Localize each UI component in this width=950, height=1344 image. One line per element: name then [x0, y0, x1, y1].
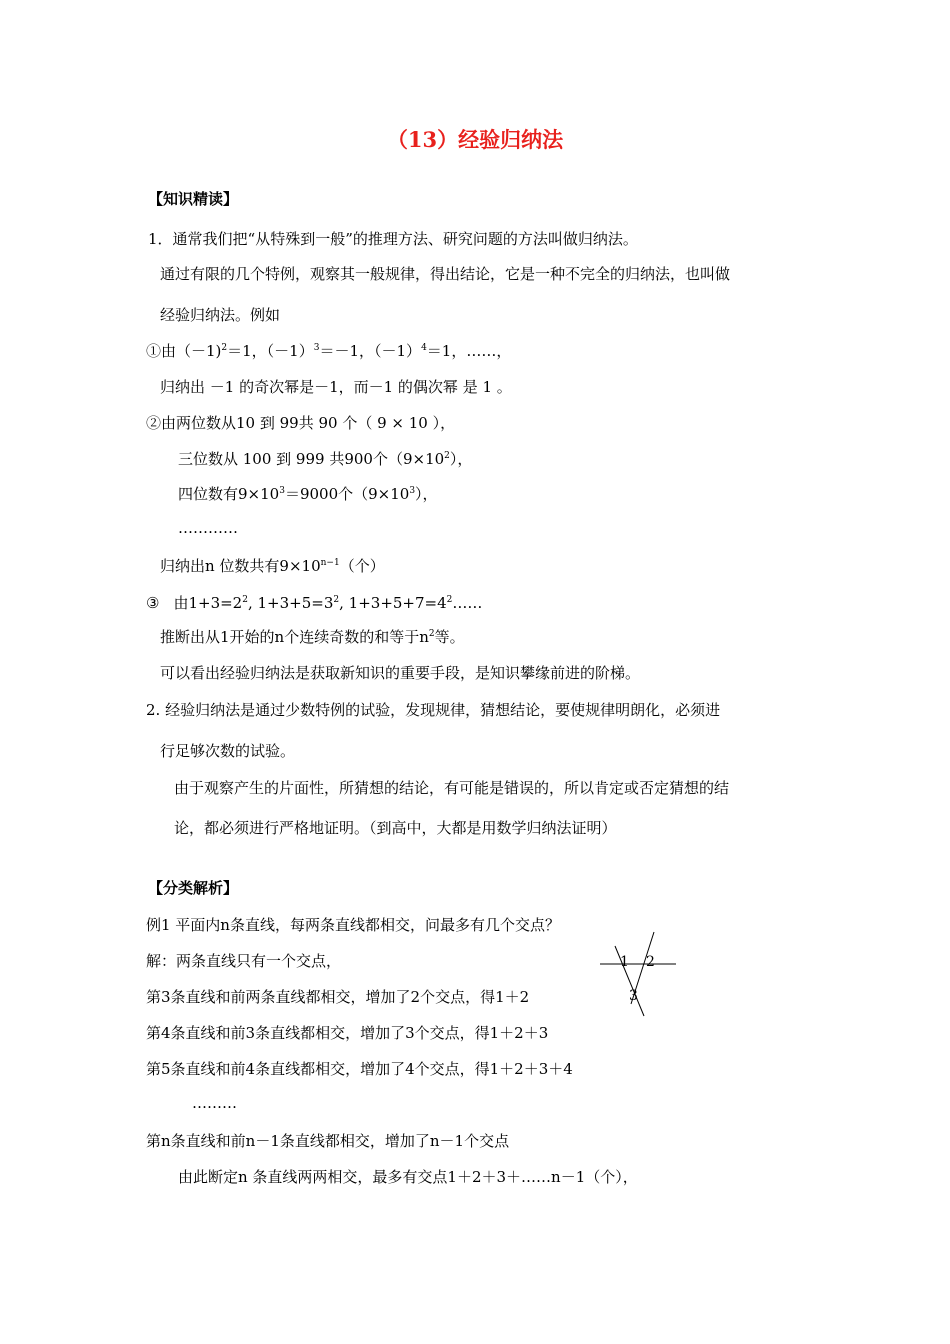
example-2-line-2: 三位数从 100 到 999 共900个$(9\times 10^2)$，	[178, 450, 473, 468]
paragraph-6-line-1: 由于观察产生的片面性，所猜想的结论，有可能是错误的，所以肯定或否定猜想的结	[174, 779, 730, 797]
solution-line-3: 第4条直线和前3条直线都相交，增加了3个交点，得1＋2＋3	[146, 1024, 549, 1042]
example-1-conclusion: 归纳出 －1 的奇次幂是－1，而－1 的偶次幂 是 1 。	[160, 378, 512, 396]
solution-dots: ………	[192, 1094, 237, 1112]
paragraph-5-line-1: 2. 经验归纳法是通过少数特例的试验，发现规律，猜想结论，要使规律明朗化，必须进	[146, 701, 721, 719]
section-header-analysis: 【分类解析】	[148, 879, 239, 897]
paragraph-6-line-2: 论，都必须进行严格地证明。（到高中，大都是用数学归纳法证明）	[174, 819, 617, 837]
example-2-conclusion: 归纳出n 位数共有$9\times 10^{n-1}$（个）	[160, 557, 385, 575]
paragraph-3: 经验归纳法。例如	[160, 306, 281, 324]
example-2-line-3: 四位数有$9\times 10^3=9000$个$(9\times 10^3)$，	[178, 485, 438, 503]
example-3-conclusion: 推断出从1开始的n个连续奇数的和等于$n^2$等。	[160, 628, 465, 646]
example-problem-1: 例1 平面内n条直线，每两条直线都相交，问最多有几个交点？	[146, 916, 560, 934]
solution-line-n: 第n条直线和前n－1条直线都相交，增加了n－1个交点	[146, 1132, 510, 1150]
figure-label-2: 2	[646, 954, 655, 970]
paragraph-4: 可以看出经验归纳法是获取新知识的重要手段，是知识攀缘前进的阶梯。	[160, 664, 641, 682]
paragraph-5-line-2: 行足够次数的试验。	[160, 742, 296, 760]
solution-line-4: 第5条直线和前4条直线都相交，增加了4个交点，得1＋2＋3＋4	[146, 1060, 573, 1078]
solution-line-1: 解：两条直线只有一个交点，	[146, 952, 342, 970]
solution-line-2: 第3条直线和前两条直线都相交，增加了2个交点，得1＋2	[146, 988, 530, 1006]
example-2-line-1: ②由两位数从10 到 99共 90 个（ 9 × 10 ），	[146, 414, 456, 432]
paragraph-2: 通过有限的几个特例，观察其一般规律，得出结论，它是一种不完全的归纳法，也叫做	[160, 265, 731, 283]
solution-conclusion: 由此断定n 条直线两两相交，最多有交点1＋2＋3＋……n－1（个），	[178, 1168, 638, 1186]
figure-label-3: 3	[629, 988, 638, 1004]
example-1-line: ①由（－1)$^2$＝1，$(-1)^3=-1$，$(-1)^4=1$，……，	[146, 342, 512, 360]
example-2-dots: …………	[178, 519, 238, 537]
intersecting-lines-figure	[598, 928, 678, 1020]
example-3-line: ③ 由$1+3=2^2$, $1+3+5=3^2$, $1+3+5+7=4^2\dots\dots$	[146, 594, 483, 612]
page-title: （13）经验归纳法	[386, 127, 564, 152]
paragraph-1: 1．通常我们把“从特殊到一般”的推理方法、研究问题的方法叫做归纳法。	[148, 230, 638, 248]
figure-label-1: 1	[620, 954, 629, 970]
section-header-knowledge: 【知识精读】	[148, 190, 239, 208]
